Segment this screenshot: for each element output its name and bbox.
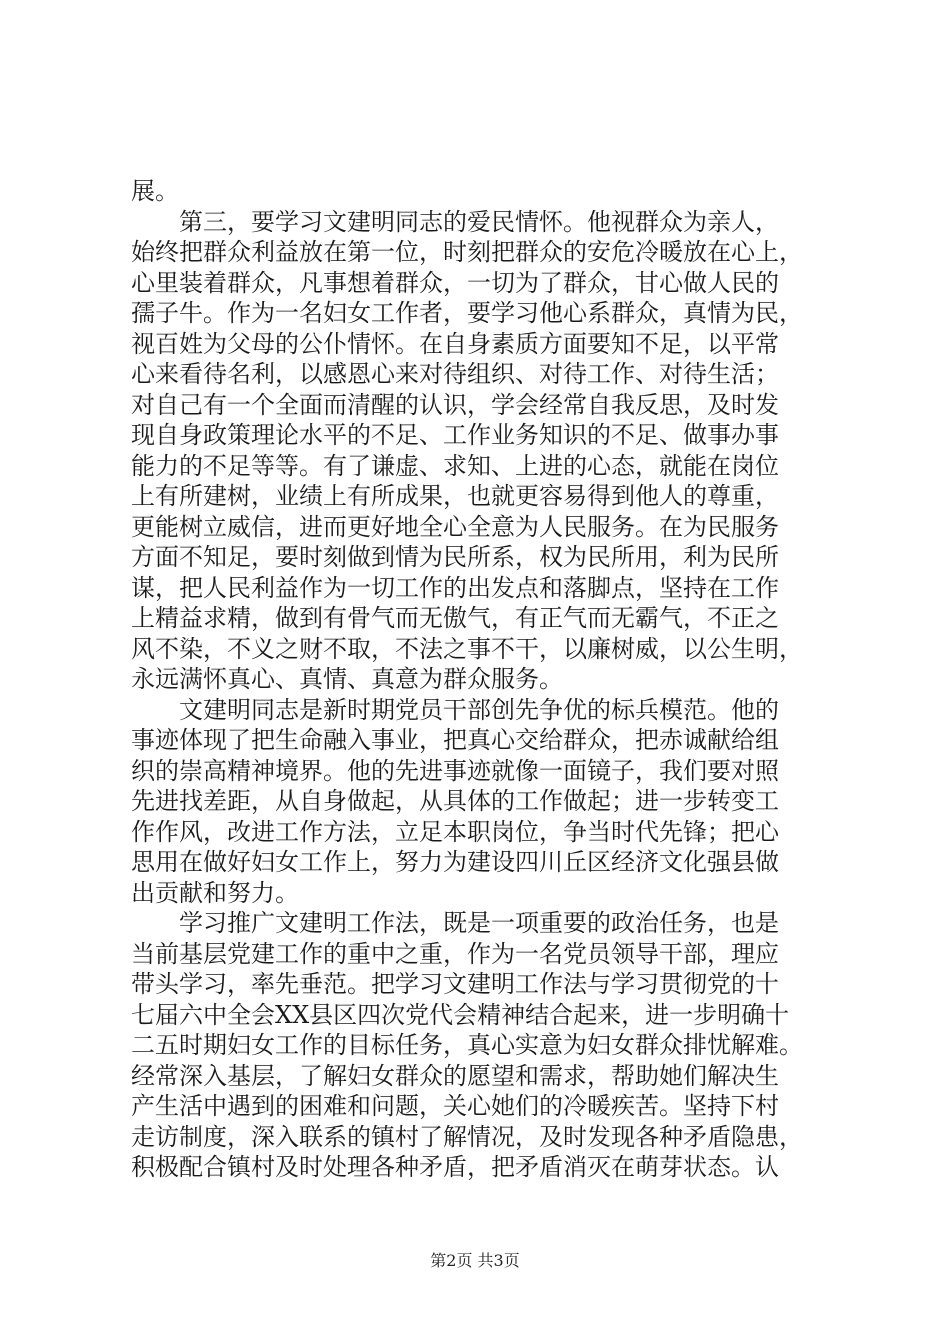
text-line: 走访制度，深入联系的镇村了解情况，及时发现各种矛盾隐患， xyxy=(131,1122,803,1151)
text-line: 上精益求精，做到有骨气而无傲气，有正气而无霸气，不正之 xyxy=(131,604,779,632)
text-line: 视百姓为父母的公仆情怀。在自身素质方面要知不足，以平常 xyxy=(131,329,779,358)
text-line: 能力的不足等等。有了谦虚、求知、上进的心态，就能在岗位 xyxy=(131,451,779,480)
text-line: 孺子牛。作为一名妇女工作者，要学习他心系群众，真情为民， xyxy=(131,299,803,327)
text-line: 现自身政策理论水平的不足、工作业务知识的不足、做事办事 xyxy=(131,421,779,449)
text-line: 当前基层党建工作的重中之重，作为一名党员领导干部，理应 xyxy=(131,939,779,968)
text-line: 对自己有一个全面而清醒的认识，学会经常自我反思，及时发 xyxy=(131,390,779,419)
text-line: 心里装着群众，凡事想着群众，一切为了群众，甘心做人民的 xyxy=(131,268,779,297)
text-line: 文建明同志是新时期党员干部创先争优的标兵模范。他的 xyxy=(179,695,779,724)
text-line: 积极配合镇村及时处理各种矛盾，把矛盾消灭在萌芽状态。认 xyxy=(131,1153,779,1181)
text-line: 更能树立威信，进而更好地全心全意为人民服务。在为民服务 xyxy=(131,512,779,541)
text-line: 出贡献和努力。 xyxy=(131,878,299,907)
text-line: 经常深入基层，了解妇女群众的愿望和需求，帮助她们解决生 xyxy=(131,1061,779,1090)
text-line: 织的崇高精神境界。他的先进事迹就像一面镜子，我们要对照 xyxy=(131,756,779,785)
document-body xyxy=(131,176,831,1183)
text-line: 始终把群众利益放在第一位，时刻把群众的安危冷暖放在心上， xyxy=(131,238,803,266)
text-line: 第三，要学习文建明同志的爱民情怀。他视群众为亲人， xyxy=(179,207,779,236)
text-line: 先进找差距，从自身做起，从具体的工作做起；进一步转变工 xyxy=(131,787,779,815)
text-line: 心来看待名利，以感恩心来对待组织、对待工作、对待生活； xyxy=(131,360,779,388)
text-line: 永远满怀真心、真情、真意为群众服务。 xyxy=(131,665,563,693)
text-line: 带头学习，率先垂范。把学习文建明工作法与学习贯彻党的十 xyxy=(131,970,779,998)
text-line: 产生活中遇到的困难和问题，关心她们的冷暖疾苦。坚持下村 xyxy=(131,1092,779,1120)
text-line: 风不染，不义之财不取，不法之事不干，以廉树威，以公生明， xyxy=(131,634,803,663)
page-footer: 第2页 共3页 xyxy=(430,1251,520,1270)
text-line: 思用在做好妇女工作上，努力为建设四川丘区经济文化强县做 xyxy=(131,848,779,876)
text-line: 作作风，改进工作方法，立足本职岗位，争当时代先锋；把心 xyxy=(131,817,779,846)
text-line: 方面不知足，要时刻做到情为民所系，权为民所用，利为民所 xyxy=(131,543,779,571)
text-line: 谋，把人民利益作为一切工作的出发点和落脚点，坚持在工作 xyxy=(131,573,779,602)
text-line: 事迹体现了把生命融入事业，把真心交给群众，把赤诚献给组 xyxy=(131,726,779,754)
text-line: 七届六中全会XX县区四次党代会精神结合起来，进一步明确十 xyxy=(131,1000,790,1029)
text-line: 上有所建树，业绩上有所成果，也就更容易得到他人的尊重， xyxy=(131,482,779,510)
text-line: 展。 xyxy=(131,177,179,205)
text-line: 二五时期妇女工作的目标任务，真心实意为妇女群众排忧解难。 xyxy=(131,1031,803,1059)
text-line: 学习推广文建明工作法，既是一项重要的政治任务，也是 xyxy=(179,909,779,937)
